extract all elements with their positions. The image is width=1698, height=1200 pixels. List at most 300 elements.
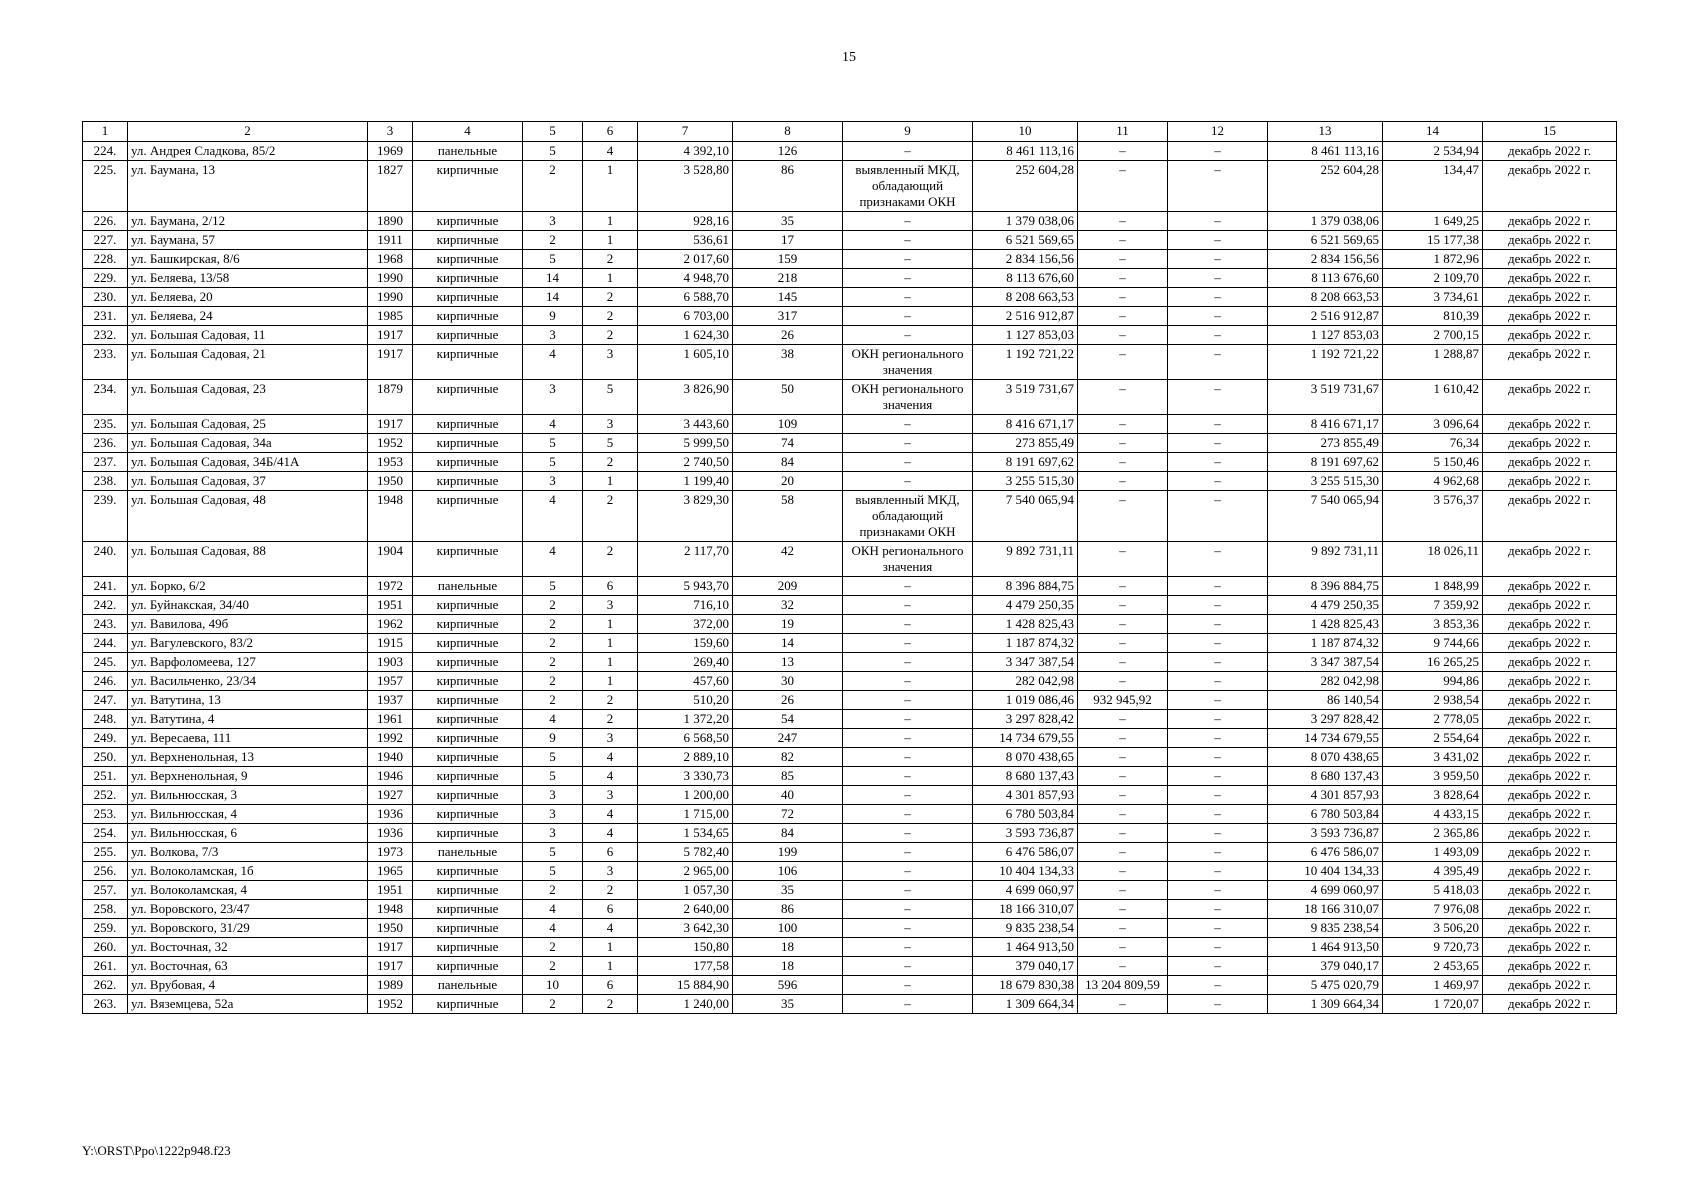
cell-wall-material: кирпичные [413, 767, 523, 786]
cell-entrances: 3 [583, 729, 638, 748]
table-row [83, 142, 1617, 161]
table-row [83, 710, 1617, 729]
cell-cost-per-sqm: 2 109,70 [1383, 269, 1483, 288]
cell-row-number: 224. [83, 142, 128, 161]
cell-address: ул. Вильнюсская, 3 [128, 786, 368, 805]
cell-address: ул. Вересаева, 111 [128, 729, 368, 748]
table-row [83, 212, 1617, 231]
table-row [83, 288, 1617, 307]
cell-wall-material: кирпичные [413, 729, 523, 748]
cell-cost-per-sqm: 2 453,65 [1383, 957, 1483, 976]
cell-floors: 5 [523, 862, 583, 881]
cell-cost-per-sqm: 4 433,15 [1383, 805, 1483, 824]
table-body [83, 142, 1617, 1014]
cell-address: ул. Беляева, 20 [128, 288, 368, 307]
cell-build-year: 1973 [368, 843, 413, 862]
cell-heritage-status: – [843, 326, 973, 345]
cell-total-cost: 3 297 828,42 [973, 710, 1078, 729]
cell-residents: 32 [733, 596, 843, 615]
table-row [83, 824, 1617, 843]
cell-row-number: 250. [83, 748, 128, 767]
cell-total-cost: 1 379 038,06 [973, 212, 1078, 231]
cell-address: ул. Вяземцева, 52а [128, 995, 368, 1014]
cell-fund-a: – [1078, 938, 1168, 957]
cell-address: ул. Волоколамская, 1б [128, 862, 368, 881]
table-row [83, 615, 1617, 634]
cell-fund-b: – [1168, 957, 1268, 976]
cell-heritage-status: – [843, 577, 973, 596]
cell-completion-date: декабрь 2022 г. [1483, 653, 1617, 672]
cell-fund-b: – [1168, 881, 1268, 900]
cell-residents: 26 [733, 691, 843, 710]
cell-residents: 54 [733, 710, 843, 729]
cell-fund-a: – [1078, 862, 1168, 881]
cell-fund-a: – [1078, 453, 1168, 472]
cell-completion-date: декабрь 2022 г. [1483, 577, 1617, 596]
table-row [83, 691, 1617, 710]
cell-fund-b: – [1168, 653, 1268, 672]
cell-cost-per-sqm: 134,47 [1383, 161, 1483, 212]
cell-wall-material: панельные [413, 843, 523, 862]
cell-completion-date: декабрь 2022 г. [1483, 691, 1617, 710]
cell-cost-per-sqm: 1 720,07 [1383, 995, 1483, 1014]
cell-fund-c: 3 297 828,42 [1268, 710, 1383, 729]
cell-heritage-status: – [843, 824, 973, 843]
cell-fund-c: 282 042,98 [1268, 672, 1383, 691]
cell-entrances: 6 [583, 900, 638, 919]
cell-fund-b: – [1168, 862, 1268, 881]
cell-area: 1 372,20 [638, 710, 733, 729]
cell-fund-b: – [1168, 691, 1268, 710]
cell-address: ул. Баумана, 2/12 [128, 212, 368, 231]
cell-wall-material: кирпичные [413, 542, 523, 577]
cell-cost-per-sqm: 810,39 [1383, 307, 1483, 326]
cell-fund-a: – [1078, 472, 1168, 491]
cell-cost-per-sqm: 2 700,15 [1383, 326, 1483, 345]
cell-row-number: 257. [83, 881, 128, 900]
cell-build-year: 1940 [368, 748, 413, 767]
cell-address: ул. Волкова, 7/3 [128, 843, 368, 862]
cell-completion-date: декабрь 2022 г. [1483, 161, 1617, 212]
cell-residents: 106 [733, 862, 843, 881]
table-row [83, 843, 1617, 862]
header-row [83, 122, 1617, 142]
cell-fund-b: – [1168, 472, 1268, 491]
cell-entrances: 4 [583, 748, 638, 767]
cell-entrances: 4 [583, 805, 638, 824]
cell-address: ул. Андрея Сладкова, 85/2 [128, 142, 368, 161]
cell-total-cost: 3 593 736,87 [973, 824, 1078, 843]
cell-build-year: 1969 [368, 142, 413, 161]
cell-row-number: 237. [83, 453, 128, 472]
cell-heritage-status: – [843, 957, 973, 976]
cell-heritage-status: – [843, 710, 973, 729]
cell-fund-c: 10 404 134,33 [1268, 862, 1383, 881]
cell-fund-b: – [1168, 710, 1268, 729]
cell-total-cost: 252 604,28 [973, 161, 1078, 212]
cell-fund-c: 2 516 912,87 [1268, 307, 1383, 326]
cell-wall-material: кирпичные [413, 307, 523, 326]
cell-cost-per-sqm: 7 976,08 [1383, 900, 1483, 919]
cell-entrances: 5 [583, 380, 638, 415]
cell-address: ул. Воровского, 23/47 [128, 900, 368, 919]
cell-fund-a: – [1078, 881, 1168, 900]
cell-residents: 126 [733, 142, 843, 161]
cell-entrances: 6 [583, 843, 638, 862]
cell-total-cost: 273 855,49 [973, 434, 1078, 453]
cell-area: 150,80 [638, 938, 733, 957]
cell-wall-material: кирпичные [413, 596, 523, 615]
cell-fund-a: – [1078, 957, 1168, 976]
cell-row-number: 260. [83, 938, 128, 957]
cell-fund-c: 1 309 664,34 [1268, 995, 1383, 1014]
cell-fund-c: 9 835 238,54 [1268, 919, 1383, 938]
cell-row-number: 232. [83, 326, 128, 345]
cell-entrances: 1 [583, 269, 638, 288]
cell-fund-c: 4 699 060,97 [1268, 881, 1383, 900]
cell-wall-material: кирпичные [413, 938, 523, 957]
cell-residents: 19 [733, 615, 843, 634]
cell-fund-b: – [1168, 161, 1268, 212]
cell-address: ул. Большая Садовая, 21 [128, 345, 368, 380]
cell-fund-c: 1 464 913,50 [1268, 938, 1383, 957]
cell-area: 2 965,00 [638, 862, 733, 881]
cell-heritage-status: – [843, 250, 973, 269]
cell-build-year: 1952 [368, 995, 413, 1014]
cell-residents: 86 [733, 161, 843, 212]
cell-fund-a: – [1078, 596, 1168, 615]
cell-entrances: 1 [583, 472, 638, 491]
cell-fund-b: – [1168, 434, 1268, 453]
table-row [83, 307, 1617, 326]
cell-heritage-status: – [843, 938, 973, 957]
cell-completion-date: декабрь 2022 г. [1483, 862, 1617, 881]
cell-fund-c: 1 192 721,22 [1268, 345, 1383, 380]
cell-residents: 14 [733, 634, 843, 653]
cell-entrances: 1 [583, 615, 638, 634]
cell-wall-material: кирпичные [413, 672, 523, 691]
cell-heritage-status: – [843, 269, 973, 288]
cell-address: ул. Башкирская, 8/6 [128, 250, 368, 269]
cell-area: 2 017,60 [638, 250, 733, 269]
cell-build-year: 1917 [368, 415, 413, 434]
cell-wall-material: кирпичные [413, 634, 523, 653]
cell-address: ул. Большая Садовая, 48 [128, 491, 368, 542]
cell-cost-per-sqm: 76,34 [1383, 434, 1483, 453]
cell-total-cost: 9 892 731,11 [973, 542, 1078, 577]
cell-fund-b: – [1168, 824, 1268, 843]
cell-heritage-status: – [843, 672, 973, 691]
cell-total-cost: 2 834 156,56 [973, 250, 1078, 269]
cell-fund-c: 18 166 310,07 [1268, 900, 1383, 919]
cell-fund-c: 3 519 731,67 [1268, 380, 1383, 415]
cell-total-cost: 8 396 884,75 [973, 577, 1078, 596]
cell-wall-material: кирпичные [413, 288, 523, 307]
cell-cost-per-sqm: 1 493,09 [1383, 843, 1483, 862]
cell-total-cost: 8 208 663,53 [973, 288, 1078, 307]
cell-heritage-status: – [843, 615, 973, 634]
cell-area: 1 199,40 [638, 472, 733, 491]
cell-fund-b: – [1168, 634, 1268, 653]
cell-fund-b: – [1168, 269, 1268, 288]
footer-file-path: Y:\ORST\Ppo\1222p948.f23 [82, 1143, 231, 1158]
cell-row-number: 230. [83, 288, 128, 307]
cell-cost-per-sqm: 9 720,73 [1383, 938, 1483, 957]
table-row [83, 415, 1617, 434]
cell-address: ул. Большая Садовая, 23 [128, 380, 368, 415]
cell-total-cost: 18 166 310,07 [973, 900, 1078, 919]
cell-area: 1 534,65 [638, 824, 733, 843]
cell-address: ул. Большая Садовая, 88 [128, 542, 368, 577]
cell-build-year: 1992 [368, 729, 413, 748]
cell-row-number: 229. [83, 269, 128, 288]
cell-completion-date: декабрь 2022 г. [1483, 212, 1617, 231]
table-row [83, 250, 1617, 269]
cell-floors: 3 [523, 805, 583, 824]
cell-area: 536,61 [638, 231, 733, 250]
table-row [83, 577, 1617, 596]
cell-build-year: 1879 [368, 380, 413, 415]
cell-area: 269,40 [638, 653, 733, 672]
cell-total-cost: 8 113 676,60 [973, 269, 1078, 288]
cell-fund-a: – [1078, 231, 1168, 250]
cell-residents: 100 [733, 919, 843, 938]
cell-cost-per-sqm: 18 026,11 [1383, 542, 1483, 577]
cell-wall-material: кирпичные [413, 805, 523, 824]
table-row [83, 491, 1617, 542]
cell-completion-date: декабрь 2022 г. [1483, 542, 1617, 577]
cell-completion-date: декабрь 2022 г. [1483, 380, 1617, 415]
column-header: 8 [733, 122, 843, 142]
cell-floors: 4 [523, 900, 583, 919]
cell-completion-date: декабрь 2022 г. [1483, 729, 1617, 748]
cell-address: ул. Верхненольная, 9 [128, 767, 368, 786]
cell-address: ул. Ватутина, 4 [128, 710, 368, 729]
table-header [83, 122, 1617, 142]
cell-entrances: 4 [583, 919, 638, 938]
cell-wall-material: кирпичные [413, 434, 523, 453]
cell-wall-material: кирпичные [413, 491, 523, 542]
cell-total-cost: 4 479 250,35 [973, 596, 1078, 615]
cell-build-year: 1972 [368, 577, 413, 596]
cell-row-number: 254. [83, 824, 128, 843]
cell-fund-c: 7 540 065,94 [1268, 491, 1383, 542]
cell-build-year: 1917 [368, 326, 413, 345]
cell-heritage-status: выявленный МКД, обладающий признаками ОКН [843, 491, 973, 542]
cell-build-year: 1951 [368, 881, 413, 900]
cell-build-year: 1904 [368, 542, 413, 577]
cell-completion-date: декабрь 2022 г. [1483, 938, 1617, 957]
cell-floors: 14 [523, 269, 583, 288]
cell-fund-b: – [1168, 919, 1268, 938]
cell-entrances: 3 [583, 596, 638, 615]
cell-row-number: 238. [83, 472, 128, 491]
cell-row-number: 248. [83, 710, 128, 729]
cell-floors: 2 [523, 881, 583, 900]
cell-cost-per-sqm: 15 177,38 [1383, 231, 1483, 250]
cell-residents: 86 [733, 900, 843, 919]
cell-heritage-status: – [843, 231, 973, 250]
cell-completion-date: декабрь 2022 г. [1483, 434, 1617, 453]
cell-fund-c: 8 070 438,65 [1268, 748, 1383, 767]
cell-area: 5 782,40 [638, 843, 733, 862]
cell-fund-b: – [1168, 577, 1268, 596]
cell-fund-a: – [1078, 250, 1168, 269]
cell-area: 4 948,70 [638, 269, 733, 288]
cell-address: ул. Борко, 6/2 [128, 577, 368, 596]
cell-cost-per-sqm: 1 649,25 [1383, 212, 1483, 231]
housing-registry-table [82, 121, 1617, 1014]
cell-fund-a: – [1078, 380, 1168, 415]
cell-fund-b: – [1168, 938, 1268, 957]
cell-row-number: 235. [83, 415, 128, 434]
cell-floors: 2 [523, 634, 583, 653]
cell-address: ул. Ватутина, 13 [128, 691, 368, 710]
cell-wall-material: кирпичные [413, 472, 523, 491]
cell-entrances: 3 [583, 862, 638, 881]
cell-build-year: 1950 [368, 472, 413, 491]
cell-total-cost: 18 679 830,38 [973, 976, 1078, 995]
cell-fund-c: 8 396 884,75 [1268, 577, 1383, 596]
cell-address: ул. Вильнюсская, 4 [128, 805, 368, 824]
cell-cost-per-sqm: 994,86 [1383, 672, 1483, 691]
cell-fund-c: 6 521 569,65 [1268, 231, 1383, 250]
cell-total-cost: 3 347 387,54 [973, 653, 1078, 672]
cell-entrances: 1 [583, 653, 638, 672]
cell-fund-a: – [1078, 710, 1168, 729]
cell-entrances: 2 [583, 691, 638, 710]
cell-heritage-status: – [843, 881, 973, 900]
cell-fund-c: 8 113 676,60 [1268, 269, 1383, 288]
cell-total-cost: 8 680 137,43 [973, 767, 1078, 786]
cell-residents: 596 [733, 976, 843, 995]
cell-fund-c: 252 604,28 [1268, 161, 1383, 212]
table-row [83, 767, 1617, 786]
cell-completion-date: декабрь 2022 г. [1483, 672, 1617, 691]
cell-address: ул. Воровского, 31/29 [128, 919, 368, 938]
cell-floors: 4 [523, 919, 583, 938]
cell-total-cost: 282 042,98 [973, 672, 1078, 691]
cell-cost-per-sqm: 2 534,94 [1383, 142, 1483, 161]
cell-fund-b: – [1168, 786, 1268, 805]
table-row [83, 786, 1617, 805]
cell-address: ул. Беляева, 13/58 [128, 269, 368, 288]
cell-heritage-status: – [843, 691, 973, 710]
table-row [83, 161, 1617, 212]
cell-build-year: 1903 [368, 653, 413, 672]
cell-completion-date: декабрь 2022 г. [1483, 453, 1617, 472]
cell-cost-per-sqm: 5 150,46 [1383, 453, 1483, 472]
cell-fund-a: – [1078, 542, 1168, 577]
cell-entrances: 4 [583, 767, 638, 786]
cell-entrances: 1 [583, 938, 638, 957]
cell-row-number: 226. [83, 212, 128, 231]
cell-fund-c: 4 301 857,93 [1268, 786, 1383, 805]
cell-area: 6 588,70 [638, 288, 733, 307]
column-header: 13 [1268, 122, 1383, 142]
cell-fund-a: – [1078, 415, 1168, 434]
cell-row-number: 259. [83, 919, 128, 938]
cell-row-number: 242. [83, 596, 128, 615]
cell-fund-c: 1 187 874,32 [1268, 634, 1383, 653]
cell-fund-c: 1 127 853,03 [1268, 326, 1383, 345]
cell-cost-per-sqm: 3 828,64 [1383, 786, 1483, 805]
cell-area: 1 057,30 [638, 881, 733, 900]
cell-residents: 13 [733, 653, 843, 672]
cell-fund-b: – [1168, 843, 1268, 862]
cell-address: ул. Большая Садовая, 34а [128, 434, 368, 453]
cell-row-number: 245. [83, 653, 128, 672]
cell-build-year: 1948 [368, 491, 413, 542]
cell-floors: 4 [523, 415, 583, 434]
cell-completion-date: декабрь 2022 г. [1483, 824, 1617, 843]
cell-address: ул. Вавилова, 49б [128, 615, 368, 634]
cell-floors: 5 [523, 453, 583, 472]
cell-entrances: 4 [583, 142, 638, 161]
cell-address: ул. Большая Садовая, 25 [128, 415, 368, 434]
cell-entrances: 2 [583, 288, 638, 307]
cell-address: ул. Волоколамская, 4 [128, 881, 368, 900]
cell-fund-c: 8 191 697,62 [1268, 453, 1383, 472]
cell-floors: 2 [523, 957, 583, 976]
cell-wall-material: кирпичные [413, 862, 523, 881]
cell-residents: 218 [733, 269, 843, 288]
cell-wall-material: панельные [413, 577, 523, 596]
cell-fund-a: – [1078, 269, 1168, 288]
cell-entrances: 1 [583, 212, 638, 231]
cell-row-number: 247. [83, 691, 128, 710]
cell-address: ул. Восточная, 32 [128, 938, 368, 957]
cell-residents: 18 [733, 957, 843, 976]
cell-total-cost: 1 187 874,32 [973, 634, 1078, 653]
cell-fund-c: 6 476 586,07 [1268, 843, 1383, 862]
cell-residents: 38 [733, 345, 843, 380]
cell-completion-date: декабрь 2022 г. [1483, 748, 1617, 767]
table-row [83, 672, 1617, 691]
cell-fund-a: – [1078, 653, 1168, 672]
cell-floors: 5 [523, 434, 583, 453]
cell-residents: 17 [733, 231, 843, 250]
cell-fund-b: – [1168, 326, 1268, 345]
cell-address: ул. Большая Садовая, 11 [128, 326, 368, 345]
cell-completion-date: декабрь 2022 г. [1483, 919, 1617, 938]
cell-area: 5 943,70 [638, 577, 733, 596]
cell-cost-per-sqm: 3 576,37 [1383, 491, 1483, 542]
cell-build-year: 1917 [368, 345, 413, 380]
cell-heritage-status: – [843, 634, 973, 653]
cell-wall-material: кирпичные [413, 900, 523, 919]
table-row [83, 900, 1617, 919]
cell-address: ул. Вильнюсская, 6 [128, 824, 368, 843]
cell-wall-material: кирпичные [413, 786, 523, 805]
cell-entrances: 2 [583, 542, 638, 577]
cell-residents: 20 [733, 472, 843, 491]
cell-heritage-status: – [843, 843, 973, 862]
cell-fund-c: 8 416 671,17 [1268, 415, 1383, 434]
cell-build-year: 1911 [368, 231, 413, 250]
cell-row-number: 227. [83, 231, 128, 250]
column-header: 7 [638, 122, 733, 142]
cell-row-number: 241. [83, 577, 128, 596]
cell-floors: 2 [523, 596, 583, 615]
cell-floors: 2 [523, 231, 583, 250]
cell-cost-per-sqm: 4 395,49 [1383, 862, 1483, 881]
cell-residents: 199 [733, 843, 843, 862]
cell-build-year: 1968 [368, 250, 413, 269]
cell-address: ул. Большая Садовая, 37 [128, 472, 368, 491]
cell-area: 2 889,10 [638, 748, 733, 767]
cell-cost-per-sqm: 2 365,86 [1383, 824, 1483, 843]
